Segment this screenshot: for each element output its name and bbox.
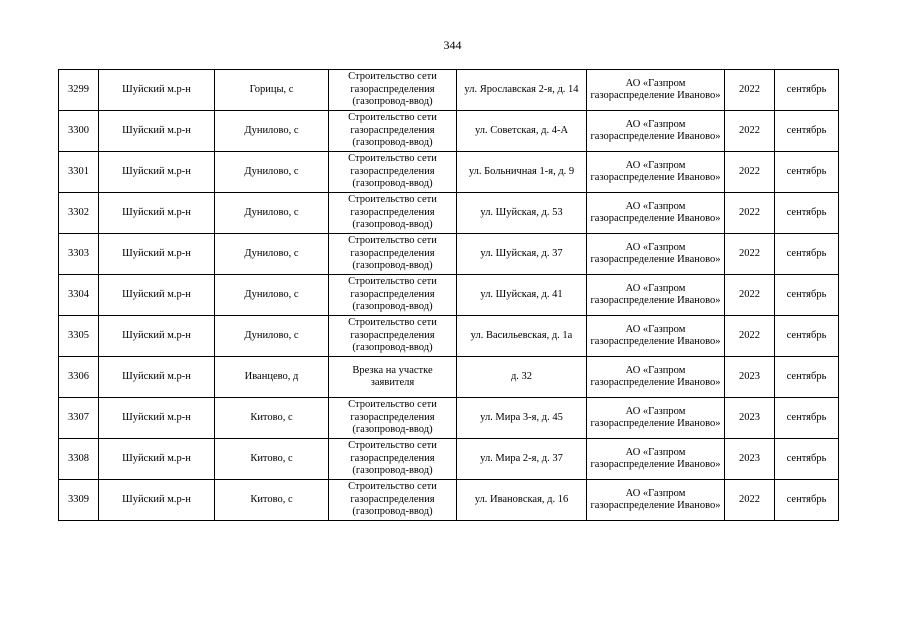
locality-cell: Китово, с (215, 439, 329, 480)
address-cell: ул. Мира 3-я, д. 45 (457, 398, 587, 439)
work-type-cell: Врезка на участке заявителя (329, 357, 457, 398)
locality-cell: Дунилово, с (215, 193, 329, 234)
address-cell: ул. Шуйская, д. 41 (457, 275, 587, 316)
address-cell: ул. Советская, д. 4-А (457, 111, 587, 152)
locality-cell: Дунилово, с (215, 275, 329, 316)
table-row (59, 439, 839, 480)
month-cell: сентябрь (775, 357, 839, 398)
table-row (59, 70, 839, 111)
district-cell: Шуйский м.р-н (99, 152, 215, 193)
organization-cell: АО «Газпром газораспределение Иваново» (587, 275, 725, 316)
work-type-cell: Строительство сети газораспределения (газопровод-ввод) (329, 316, 457, 357)
year-cell: 2022 (725, 316, 775, 357)
year-cell: 2022 (725, 111, 775, 152)
table-row (59, 316, 839, 357)
address-cell: ул. Больничная 1-я, д. 9 (457, 152, 587, 193)
gas-connection-table (58, 69, 839, 521)
month-cell: сентябрь (775, 316, 839, 357)
row-number-cell: 3303 (59, 234, 99, 275)
district-cell: Шуйский м.р-н (99, 480, 215, 521)
table-row (59, 111, 839, 152)
month-cell: сентябрь (775, 111, 839, 152)
organization-cell: АО «Газпром газораспределение Иваново» (587, 193, 725, 234)
table-body (59, 70, 839, 521)
month-cell: сентябрь (775, 439, 839, 480)
row-number-cell: 3306 (59, 357, 99, 398)
month-cell: сентябрь (775, 234, 839, 275)
table-row (59, 480, 839, 521)
organization-cell: АО «Газпром газораспределение Иваново» (587, 234, 725, 275)
table-row (59, 234, 839, 275)
month-cell: сентябрь (775, 275, 839, 316)
month-cell: сентябрь (775, 398, 839, 439)
organization-cell: АО «Газпром газораспределение Иваново» (587, 152, 725, 193)
address-cell: ул. Шуйская, д. 53 (457, 193, 587, 234)
address-cell: ул. Васильевская, д. 1а (457, 316, 587, 357)
locality-cell: Китово, с (215, 480, 329, 521)
locality-cell: Иванцево, д (215, 357, 329, 398)
district-cell: Шуйский м.р-н (99, 398, 215, 439)
district-cell: Шуйский м.р-н (99, 275, 215, 316)
work-type-cell: Строительство сети газораспределения (газопровод-ввод) (329, 193, 457, 234)
work-type-cell: Строительство сети газораспределения (газопровод-ввод) (329, 111, 457, 152)
table-row (59, 193, 839, 234)
district-cell: Шуйский м.р-н (99, 439, 215, 480)
address-cell: ул. Ивановская, д. 16 (457, 480, 587, 521)
row-number-cell: 3305 (59, 316, 99, 357)
year-cell: 2023 (725, 398, 775, 439)
locality-cell: Дунилово, с (215, 234, 329, 275)
district-cell: Шуйский м.р-н (99, 193, 215, 234)
work-type-cell: Строительство сети газораспределения (газопровод-ввод) (329, 439, 457, 480)
organization-cell: АО «Газпром газораспределение Иваново» (587, 480, 725, 521)
table-row (59, 357, 839, 398)
locality-cell: Горицы, с (215, 70, 329, 111)
address-cell: ул. Шуйская, д. 37 (457, 234, 587, 275)
organization-cell: АО «Газпром газораспределение Иваново» (587, 398, 725, 439)
year-cell: 2023 (725, 357, 775, 398)
table-row (59, 275, 839, 316)
district-cell: Шуйский м.р-н (99, 70, 215, 111)
district-cell: Шуйский м.р-н (99, 234, 215, 275)
month-cell: сентябрь (775, 152, 839, 193)
work-type-cell: Строительство сети газораспределения (газопровод-ввод) (329, 70, 457, 111)
page-number: 344 (443, 38, 462, 52)
locality-cell: Дунилово, с (215, 152, 329, 193)
district-cell: Шуйский м.р-н (99, 316, 215, 357)
locality-cell: Дунилово, с (215, 316, 329, 357)
year-cell: 2022 (725, 193, 775, 234)
locality-cell: Китово, с (215, 398, 329, 439)
year-cell: 2022 (725, 152, 775, 193)
row-number-cell: 3299 (59, 70, 99, 111)
address-cell: ул. Ярославская 2-я, д. 14 (457, 70, 587, 111)
work-type-cell: Строительство сети газораспределения (газопровод-ввод) (329, 234, 457, 275)
year-cell: 2022 (725, 480, 775, 521)
work-type-cell: Строительство сети газораспределения (газопровод-ввод) (329, 275, 457, 316)
locality-cell: Дунилово, с (215, 111, 329, 152)
table-row (59, 152, 839, 193)
organization-cell: АО «Газпром газораспределение Иваново» (587, 70, 725, 111)
row-number-cell: 3300 (59, 111, 99, 152)
address-cell: д. 32 (457, 357, 587, 398)
work-type-cell: Строительство сети газораспределения (газопровод-ввод) (329, 152, 457, 193)
organization-cell: АО «Газпром газораспределение Иваново» (587, 111, 725, 152)
work-type-cell: Строительство сети газораспределения (газопровод-ввод) (329, 398, 457, 439)
month-cell: сентябрь (775, 193, 839, 234)
district-cell: Шуйский м.р-н (99, 357, 215, 398)
work-type-cell: Строительство сети газораспределения (газопровод-ввод) (329, 480, 457, 521)
year-cell: 2022 (725, 70, 775, 111)
year-cell: 2023 (725, 439, 775, 480)
row-number-cell: 3309 (59, 480, 99, 521)
month-cell: сентябрь (775, 70, 839, 111)
organization-cell: АО «Газпром газораспределение Иваново» (587, 316, 725, 357)
row-number-cell: 3301 (59, 152, 99, 193)
year-cell: 2022 (725, 234, 775, 275)
row-number-cell: 3302 (59, 193, 99, 234)
month-cell: сентябрь (775, 480, 839, 521)
year-cell: 2022 (725, 275, 775, 316)
row-number-cell: 3304 (59, 275, 99, 316)
row-number-cell: 3307 (59, 398, 99, 439)
table-row (59, 398, 839, 439)
organization-cell: АО «Газпром газораспределение Иваново» (587, 439, 725, 480)
organization-cell: АО «Газпром газораспределение Иваново» (587, 357, 725, 398)
address-cell: ул. Мира 2-я, д. 37 (457, 439, 587, 480)
row-number-cell: 3308 (59, 439, 99, 480)
district-cell: Шуйский м.р-н (99, 111, 215, 152)
